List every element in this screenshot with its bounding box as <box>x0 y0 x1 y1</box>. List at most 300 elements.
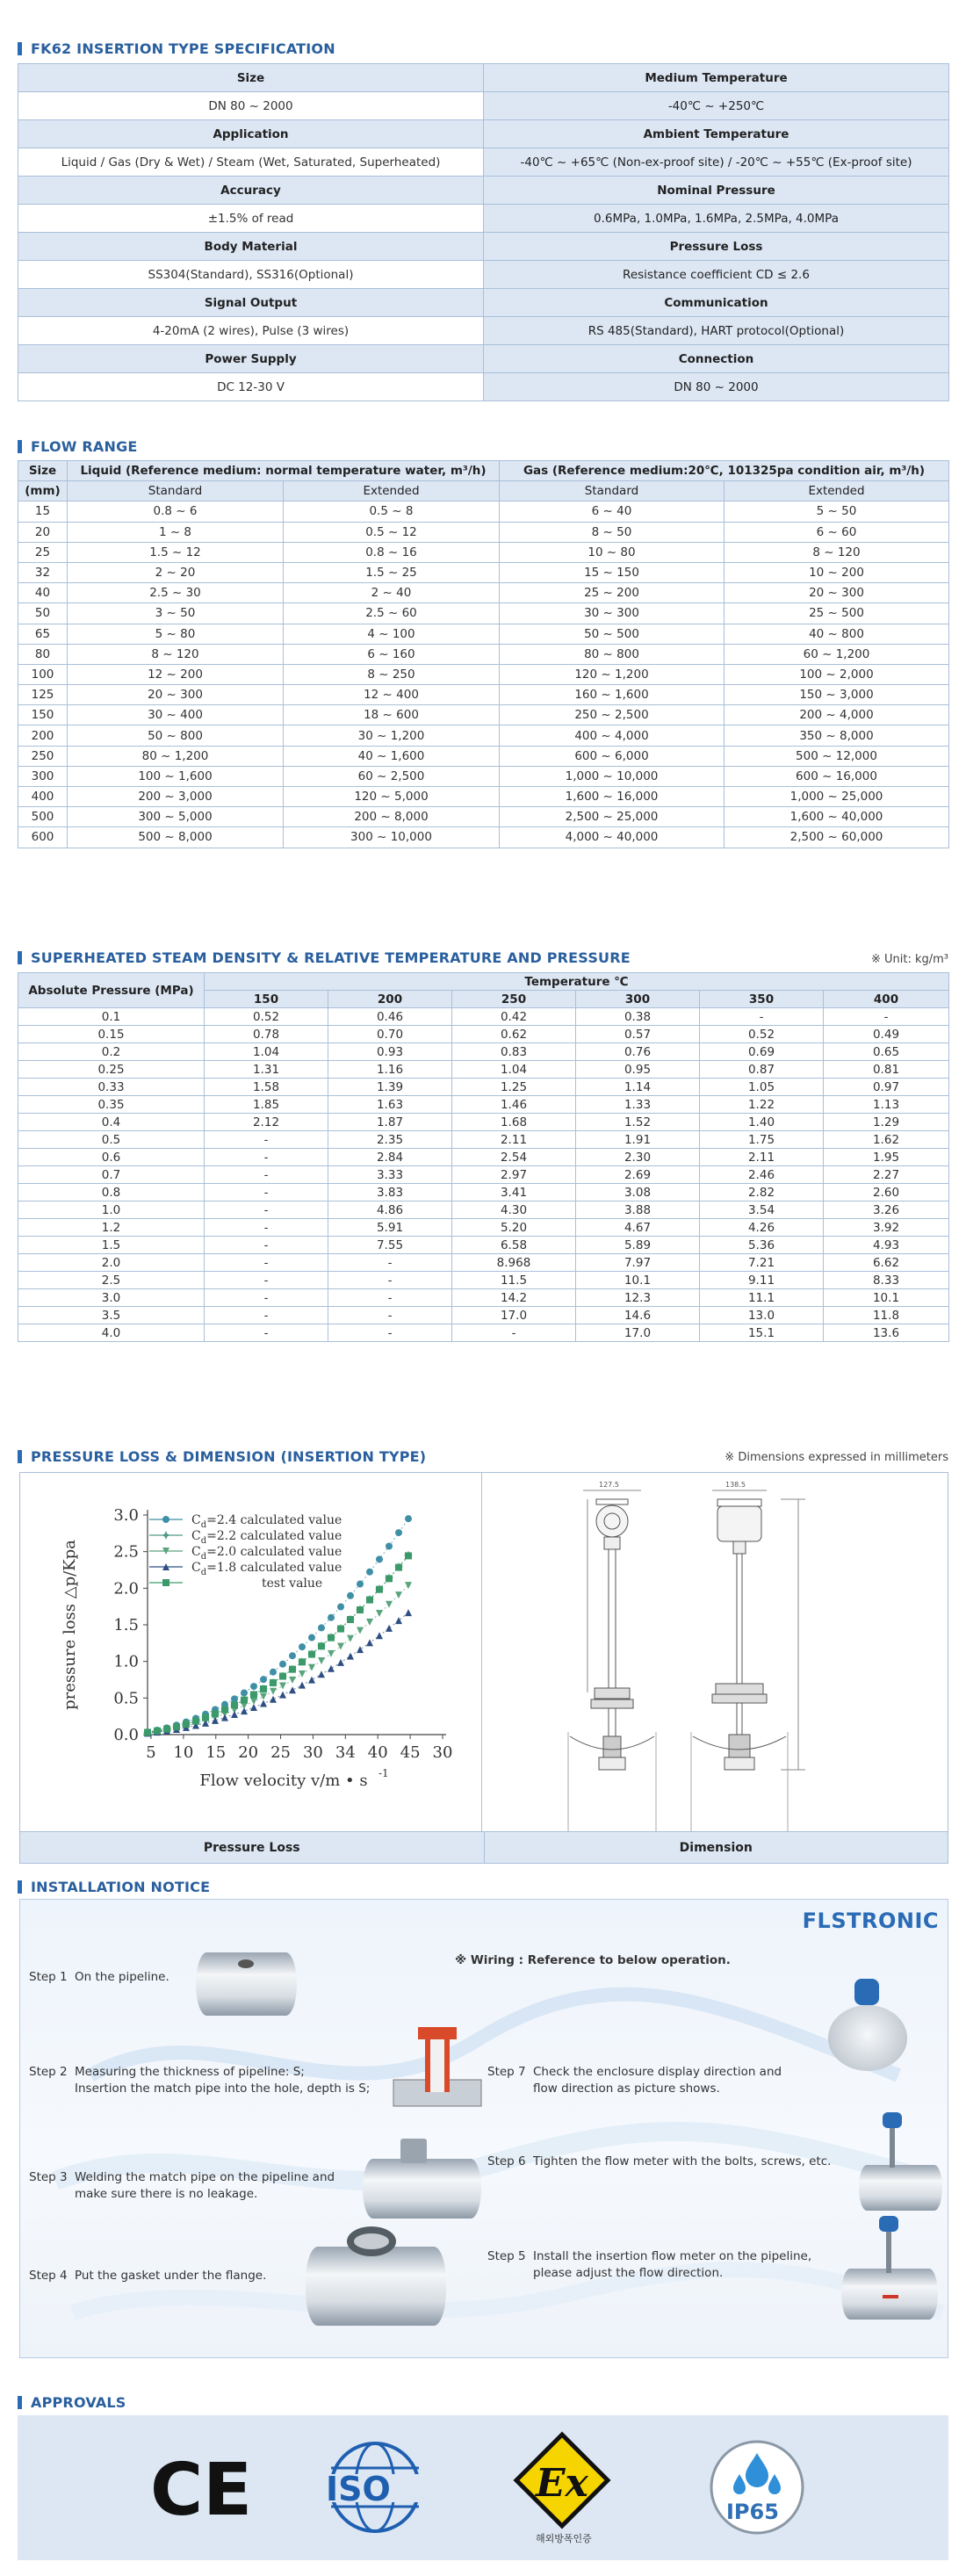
steam-temp-header: 250 <box>452 991 576 1008</box>
table-row <box>18 501 949 522</box>
steam-density-cell: - <box>205 1272 328 1289</box>
steam-density-cell: 0.42 <box>452 1008 576 1026</box>
legend-subscript: d <box>200 1568 207 1577</box>
flow-value-cell: 20 ~ 300 <box>68 685 284 705</box>
legend-text: =2.0 calculated value <box>206 1545 342 1559</box>
flow-value-cell: 30 ~ 400 <box>68 705 284 725</box>
flow-value-cell: 1,600 ~ 16,000 <box>500 787 724 807</box>
flow-size-cell: 32 <box>18 562 68 582</box>
pressure-loss-caption: Pressure Loss <box>203 1840 300 1855</box>
steam-pressure-cell: 0.5 <box>18 1131 205 1149</box>
y-tick-label: 2.0 <box>113 1579 139 1598</box>
steam-density-cell: 1.63 <box>328 1096 452 1114</box>
spec-label-row <box>18 233 949 261</box>
steam-density-cell: 0.70 <box>328 1026 452 1043</box>
data-point <box>162 1579 169 1586</box>
spec-table <box>18 63 949 401</box>
flow-value-cell: 2 ~ 20 <box>68 562 284 582</box>
x-axis-label: Flow velocity v/m • s <box>199 1771 368 1790</box>
data-point <box>260 1676 267 1683</box>
steam-density-cell: 13.0 <box>700 1307 824 1324</box>
install-step-5: Step 5 Install the insertion flow meter on the pipeline, <box>487 2249 812 2263</box>
steam-density-cell: - <box>205 1254 328 1272</box>
data-point <box>328 1650 335 1657</box>
data-point <box>231 1711 238 1718</box>
spec-value-right: -40℃ ~ +65℃ (Non-ex-proof site) / -20℃ ~ +55℃ (Ex-proof site) <box>484 148 949 177</box>
steam-density-cell: 9.11 <box>700 1272 824 1289</box>
flow-value-cell: 60 ~ 2,500 <box>284 766 500 786</box>
data-point <box>366 1597 373 1604</box>
steam-density-cell: 0.83 <box>452 1043 576 1061</box>
steam-density-cell: 1.05 <box>700 1079 824 1096</box>
steam-density-cell: 14.6 <box>576 1307 700 1324</box>
steam-density-cell: - <box>452 1324 576 1342</box>
flow-size-cell: 200 <box>18 725 68 746</box>
spec-value-left: ±1.5% of read <box>18 205 484 233</box>
steam-density-cell: 1.25 <box>452 1079 576 1096</box>
flow-value-cell: 80 ~ 1,200 <box>68 746 284 766</box>
flow-value-cell: 60 ~ 1,200 <box>724 644 949 664</box>
table-row <box>18 1289 949 1307</box>
legend-subscript: d <box>200 1520 207 1530</box>
steam-density-cell: - <box>700 1008 824 1026</box>
table-row <box>18 644 949 664</box>
steam-pressure-cell: 3.0 <box>18 1289 205 1307</box>
table-row <box>18 1201 949 1219</box>
flow-value-cell: 1.5 ~ 12 <box>68 542 284 562</box>
steam-density-cell: 2.54 <box>452 1149 576 1166</box>
flow-value-cell: 120 ~ 1,200 <box>500 664 724 684</box>
steam-pressure-cell: 0.4 <box>18 1114 205 1131</box>
install-step-7-line2: flow direction as picture shows. <box>533 2082 720 2096</box>
table-row <box>18 766 949 786</box>
svg-text:Ex: Ex <box>536 2461 588 2506</box>
steam-density-cell: - <box>205 1184 328 1201</box>
flowmeter-head-icon <box>854 1979 879 2005</box>
data-point <box>337 1659 344 1666</box>
data-point <box>299 1670 306 1678</box>
table-row <box>18 705 949 725</box>
data-point <box>308 1651 315 1658</box>
y-tick-label: 2.5 <box>113 1542 139 1562</box>
y-axis-label: pressure loss △p/Kpa <box>61 1540 79 1710</box>
flow-value-cell: 10 ~ 80 <box>500 542 724 562</box>
data-point <box>347 1635 354 1642</box>
steam-density-cell: 13.6 <box>824 1324 949 1342</box>
flow-value-cell: 30 ~ 300 <box>500 603 724 624</box>
data-point <box>357 1627 364 1634</box>
legend-prefix: C <box>191 1529 201 1543</box>
table-row <box>18 562 949 582</box>
steam-density-cell: - <box>824 1008 949 1026</box>
steam-pressure-cell: 1.2 <box>18 1219 205 1237</box>
data-point <box>154 1728 161 1735</box>
spec-value-right: -40℃ ~ +250℃ <box>484 92 949 120</box>
steam-density-cell: 7.55 <box>328 1237 452 1254</box>
steam-density-cell: 2.30 <box>576 1149 700 1166</box>
flow-value-cell: 0.5 ~ 12 <box>284 522 500 542</box>
legend-entry <box>191 1529 342 1546</box>
flow-value-cell: 200 ~ 4,000 <box>724 705 949 725</box>
flow-value-cell: 30 ~ 1,200 <box>284 725 500 746</box>
data-point <box>376 1632 383 1639</box>
steam-temp-header: 350 <box>700 991 824 1008</box>
steam-density-cell: 1.87 <box>328 1114 452 1131</box>
steam-density-cell: 2.69 <box>576 1166 700 1184</box>
steam-density-cell: 0.65 <box>824 1043 949 1061</box>
steam-density-cell: - <box>205 1289 328 1307</box>
steam-density-cell: 0.95 <box>576 1061 700 1079</box>
legend-text: =2.4 calculated value <box>206 1513 342 1527</box>
ip65-logo-icon <box>707 2437 808 2538</box>
table-row <box>18 1008 949 1026</box>
data-point <box>289 1666 296 1673</box>
flow-value-cell: 25 ~ 500 <box>724 603 949 624</box>
spec-label-row <box>18 345 949 373</box>
data-point <box>366 1619 373 1626</box>
series-group <box>144 1582 412 1736</box>
data-point <box>260 1700 267 1707</box>
steam-density-cell: 1.58 <box>205 1079 328 1096</box>
data-point <box>376 1610 383 1617</box>
data-point <box>202 1714 209 1721</box>
data-point <box>221 1714 228 1721</box>
flow-value-cell: 25 ~ 200 <box>500 583 724 603</box>
spec-value-row <box>18 148 949 177</box>
flow-value-cell: 10 ~ 200 <box>724 562 949 582</box>
data-point <box>395 1529 402 1536</box>
flow-value-cell: 5 ~ 50 <box>724 501 949 522</box>
steam-density-cell: - <box>205 1237 328 1254</box>
flow-value-cell: 8 ~ 120 <box>724 542 949 562</box>
chart-legend <box>149 1513 342 1591</box>
steam-pressure-cell: 0.6 <box>18 1149 205 1166</box>
steam-density-cell: 2.60 <box>824 1184 949 1201</box>
data-point <box>241 1707 248 1714</box>
spec-value-left: DC 12-30 V <box>18 373 484 401</box>
data-point <box>241 1697 248 1704</box>
data-point <box>357 1581 364 1588</box>
section-bar-icon <box>18 42 22 55</box>
flow-value-cell: 600 ~ 6,000 <box>500 746 724 766</box>
steam-density-cell: 0.46 <box>328 1008 452 1026</box>
data-point <box>289 1677 296 1684</box>
data-point <box>318 1670 325 1678</box>
data-point <box>299 1643 306 1650</box>
steam-density-cell: 1.52 <box>576 1114 700 1131</box>
steam-density-cell: 3.26 <box>824 1201 949 1219</box>
spec-value-row <box>18 205 949 233</box>
data-point <box>270 1679 277 1686</box>
table-row <box>18 1272 949 1289</box>
steam-pressure-cell: 0.33 <box>18 1079 205 1096</box>
steam-density-cell: 3.92 <box>824 1219 949 1237</box>
steam-pressure-cell: 1.0 <box>18 1201 205 1219</box>
steam-density-cell: 0.38 <box>576 1008 700 1026</box>
steam-pressure-cell: 1.5 <box>18 1237 205 1254</box>
flow-size-cell: 20 <box>18 522 68 542</box>
steam-pressure-cell: 0.35 <box>18 1096 205 1114</box>
spec-label-left: Body Material <box>18 233 484 261</box>
spec-value-left: Liquid / Gas (Dry & Wet) / Steam (Wet, Saturated, Superheated) <box>18 148 484 177</box>
flow-value-cell: 3 ~ 50 <box>68 603 284 624</box>
steam-density-cell: 6.62 <box>824 1254 949 1272</box>
data-point <box>328 1665 335 1672</box>
data-point <box>183 1721 190 1728</box>
steam-pressure-cell: 4.0 <box>18 1324 205 1342</box>
steam-pressure-cell: 0.8 <box>18 1184 205 1201</box>
flow-value-cell: 0.8 ~ 6 <box>68 501 284 522</box>
pressure-loss-section-title: PRESSURE LOSS & DIMENSION (INSERTION TYPE) <box>18 1445 948 1468</box>
data-point <box>279 1692 286 1699</box>
steam-density-cell: 1.22 <box>700 1096 824 1114</box>
flow-size-cell: 250 <box>18 746 68 766</box>
flow-value-cell: 2 ~ 40 <box>284 583 500 603</box>
x-tick-label: 15 <box>205 1743 227 1762</box>
steam-pressure-cell: 0.25 <box>18 1061 205 1079</box>
flow-value-cell: 12 ~ 200 <box>68 664 284 684</box>
steam-temp-header: 150 <box>205 991 328 1008</box>
steam-density-cell: 2.11 <box>700 1149 824 1166</box>
data-point <box>376 1555 383 1562</box>
steam-density-cell: 0.97 <box>824 1079 949 1096</box>
pipe-image-step-4 <box>306 2247 446 2326</box>
flow-size-cell: 125 <box>18 685 68 705</box>
flow-value-cell: 100 ~ 1,600 <box>68 766 284 786</box>
flow-value-cell: 500 ~ 12,000 <box>724 746 949 766</box>
steam-density-cell: 11.5 <box>452 1272 576 1289</box>
flow-value-cell: 6 ~ 160 <box>284 644 500 664</box>
data-point <box>250 1692 257 1699</box>
spec-label-left: Size <box>18 64 484 92</box>
steam-density-cell: 2.27 <box>824 1166 949 1184</box>
steam-density-cell: 0.52 <box>205 1008 328 1026</box>
data-point <box>386 1543 393 1550</box>
steam-pressure-cell: 2.0 <box>18 1254 205 1272</box>
table-row <box>18 725 949 746</box>
spec-label-right: Medium Temperature <box>484 64 949 92</box>
steam-density-cell: 4.30 <box>452 1201 576 1219</box>
flow-value-cell: 1,000 ~ 10,000 <box>500 766 724 786</box>
steam-density-cell: 10.1 <box>824 1289 949 1307</box>
data-point <box>270 1696 277 1703</box>
series-line <box>148 1613 408 1733</box>
table-row <box>18 1026 949 1043</box>
steam-density-cell: 1.68 <box>452 1114 576 1131</box>
spec-label-right: Nominal Pressure <box>484 177 949 205</box>
section-bar-icon <box>18 951 22 964</box>
table-row <box>18 1043 949 1061</box>
spec-label-row <box>18 120 949 148</box>
table-row <box>18 787 949 807</box>
steam-density-cell: 12.3 <box>576 1289 700 1307</box>
flow-value-cell: 160 ~ 1,600 <box>500 685 724 705</box>
section-bar-icon <box>18 2396 22 2409</box>
data-point <box>347 1592 354 1599</box>
spec-value-row <box>18 373 949 401</box>
flow-direction-marker-icon <box>883 2295 898 2298</box>
data-point <box>221 1707 228 1714</box>
flow-header-gas: Gas (Reference medium:20℃, 101325pa condition air, m³/h) <box>500 461 949 481</box>
flow-value-cell: 40 ~ 800 <box>724 624 949 644</box>
steam-density-cell: 1.75 <box>700 1131 824 1149</box>
data-point <box>308 1634 315 1642</box>
flow-value-cell: 8 ~ 120 <box>68 644 284 664</box>
legend-entry: test value <box>262 1577 323 1591</box>
steam-density-cell: 0.62 <box>452 1026 576 1043</box>
x-tick-label: 25 <box>270 1743 292 1762</box>
steam-temp-header: 300 <box>576 991 700 1008</box>
dimension-drawing-cell <box>481 1473 948 1831</box>
install-step-1: Step 1 On the pipeline. <box>29 1970 169 1984</box>
x-tick-label: 5 <box>146 1743 156 1762</box>
dimension-caption: Dimension <box>484 1832 948 1863</box>
data-point <box>144 1729 151 1736</box>
data-point <box>386 1625 393 1632</box>
flow-size-cell: 15 <box>18 501 68 522</box>
flow-value-cell: 50 ~ 500 <box>500 624 724 644</box>
steam-pressure-cell: 0.1 <box>18 1008 205 1026</box>
data-point <box>328 1614 335 1621</box>
steam-density-cell: 2.97 <box>452 1166 576 1184</box>
flow-size-cell: 65 <box>18 624 68 644</box>
flow-size-cell: 500 <box>18 807 68 827</box>
flow-value-cell: 350 ~ 8,000 <box>724 725 949 746</box>
steam-density-cell: 1.62 <box>824 1131 949 1149</box>
flow-value-cell: 300 ~ 5,000 <box>68 807 284 827</box>
steam-density-cell: - <box>328 1254 452 1272</box>
gasket-flange-icon <box>347 2226 396 2256</box>
steam-density-cell: 5.89 <box>576 1237 700 1254</box>
data-point <box>386 1601 393 1608</box>
data-point <box>299 1658 306 1665</box>
legend-prefix: C <box>191 1561 201 1575</box>
data-point <box>308 1664 315 1671</box>
flow-value-cell: 400 ~ 4,000 <box>500 725 724 746</box>
x-axis-label-sup: -1 <box>378 1767 389 1779</box>
steam-density-cell: - <box>328 1272 452 1289</box>
steam-density-cell: 10.1 <box>576 1272 700 1289</box>
steam-density-cell: 3.88 <box>576 1201 700 1219</box>
steam-density-cell: 3.41 <box>452 1184 576 1201</box>
flow-value-cell: 0.5 ~ 8 <box>284 501 500 522</box>
flow-value-cell: 150 ~ 3,000 <box>724 685 949 705</box>
flow-value-cell: 20 ~ 300 <box>724 583 949 603</box>
x-tick-label: 30 <box>302 1743 323 1762</box>
data-point <box>279 1683 286 1690</box>
flowmeter-stem-icon <box>886 2225 891 2273</box>
data-point <box>308 1677 315 1684</box>
spec-value-right: DN 80 ~ 2000 <box>484 373 949 401</box>
data-point <box>250 1704 257 1711</box>
table-row <box>18 522 949 542</box>
flow-header-liquid-standard: Standard <box>68 481 284 501</box>
flow-value-cell: 80 ~ 800 <box>500 644 724 664</box>
data-point <box>366 1569 373 1576</box>
table-row <box>18 1219 949 1237</box>
legend-entry <box>191 1513 342 1530</box>
steam-density-cell: - <box>205 1307 328 1324</box>
installation-section-title: INSTALLATION NOTICE <box>18 1875 948 1898</box>
legend-subscript: d <box>200 1552 207 1562</box>
pipe-image-step-3 <box>363 2159 481 2219</box>
steam-density-cell: - <box>328 1324 452 1342</box>
data-point <box>337 1626 344 1633</box>
flow-header-size: Size <box>18 461 68 481</box>
steam-header-pressure: Absolute Pressure (MPa) <box>18 973 205 1008</box>
x-tick-label: 34 <box>335 1743 356 1762</box>
table-row <box>18 827 949 848</box>
x-tick-label: 30 <box>432 1743 453 1762</box>
dimension-drawing <box>482 1473 948 1831</box>
ex-caption: 해외방폭인증 <box>536 2533 592 2544</box>
svg-text:IP65: IP65 <box>726 2500 779 2524</box>
steam-density-cell: 1.46 <box>452 1096 576 1114</box>
x-tick-label: 10 <box>173 1743 194 1762</box>
table-row <box>18 807 949 827</box>
flowmeter-head-icon <box>883 2112 902 2128</box>
spec-value-left: SS304(Standard), SS316(Optional) <box>18 261 484 289</box>
steam-density-cell: 3.33 <box>328 1166 452 1184</box>
data-point <box>192 1718 199 1725</box>
section-bar-icon <box>18 1450 22 1463</box>
spec-label-right: Pressure Loss <box>484 233 949 261</box>
steam-density-cell: 1.95 <box>824 1149 949 1166</box>
svg-text:ISO: ISO <box>326 2470 391 2508</box>
section-bar-icon <box>18 440 22 453</box>
flow-value-cell: 40 ~ 1,600 <box>284 746 500 766</box>
flow-size-cell: 50 <box>18 603 68 624</box>
data-point <box>250 1698 257 1705</box>
dim-label-right: 138.5 <box>725 1481 746 1489</box>
x-tick-label: 20 <box>238 1743 259 1762</box>
table-row <box>18 685 949 705</box>
steam-density-cell: 2.82 <box>700 1184 824 1201</box>
table-row <box>18 1061 949 1079</box>
flow-value-cell: 2.5 ~ 60 <box>284 603 500 624</box>
steam-density-cell: 11.1 <box>700 1289 824 1307</box>
table-row <box>18 1307 949 1324</box>
data-point <box>347 1653 354 1660</box>
data-point <box>231 1701 238 1708</box>
flow-value-cell: 0.8 ~ 16 <box>284 542 500 562</box>
install-step-2-line2: Insertion the match pipe into the hole, depth is S; <box>75 2082 371 2096</box>
steam-density-cell: 2.11 <box>452 1131 576 1149</box>
flow-header-mm: (mm) <box>18 481 68 501</box>
data-point <box>337 1604 344 1611</box>
steam-density-cell: 1.39 <box>328 1079 452 1096</box>
steam-density-table <box>18 972 949 1342</box>
y-tick-label: 0.5 <box>113 1689 139 1708</box>
steam-pressure-cell: 3.5 <box>18 1307 205 1324</box>
spec-value-row <box>18 261 949 289</box>
data-point <box>212 1710 219 1717</box>
flow-value-cell: 5 ~ 80 <box>68 624 284 644</box>
approvals-section-title: APPROVALS <box>18 2391 948 2414</box>
spec-label-left: Accuracy <box>18 177 484 205</box>
flow-value-cell: 50 ~ 800 <box>68 725 284 746</box>
steam-density-cell: 1.16 <box>328 1061 452 1079</box>
data-point <box>395 1591 402 1598</box>
install-step-4: Step 4 Put the gasket under the flange. <box>29 2269 267 2283</box>
spec-value-right: RS 485(Standard), HART protocol(Optional) <box>484 317 949 345</box>
data-point <box>405 1582 412 1589</box>
data-point <box>376 1586 383 1593</box>
ex-proof-logo-icon <box>509 2431 615 2545</box>
data-point <box>318 1657 325 1664</box>
steam-density-cell: 2.84 <box>328 1149 452 1166</box>
data-point <box>260 1685 267 1692</box>
